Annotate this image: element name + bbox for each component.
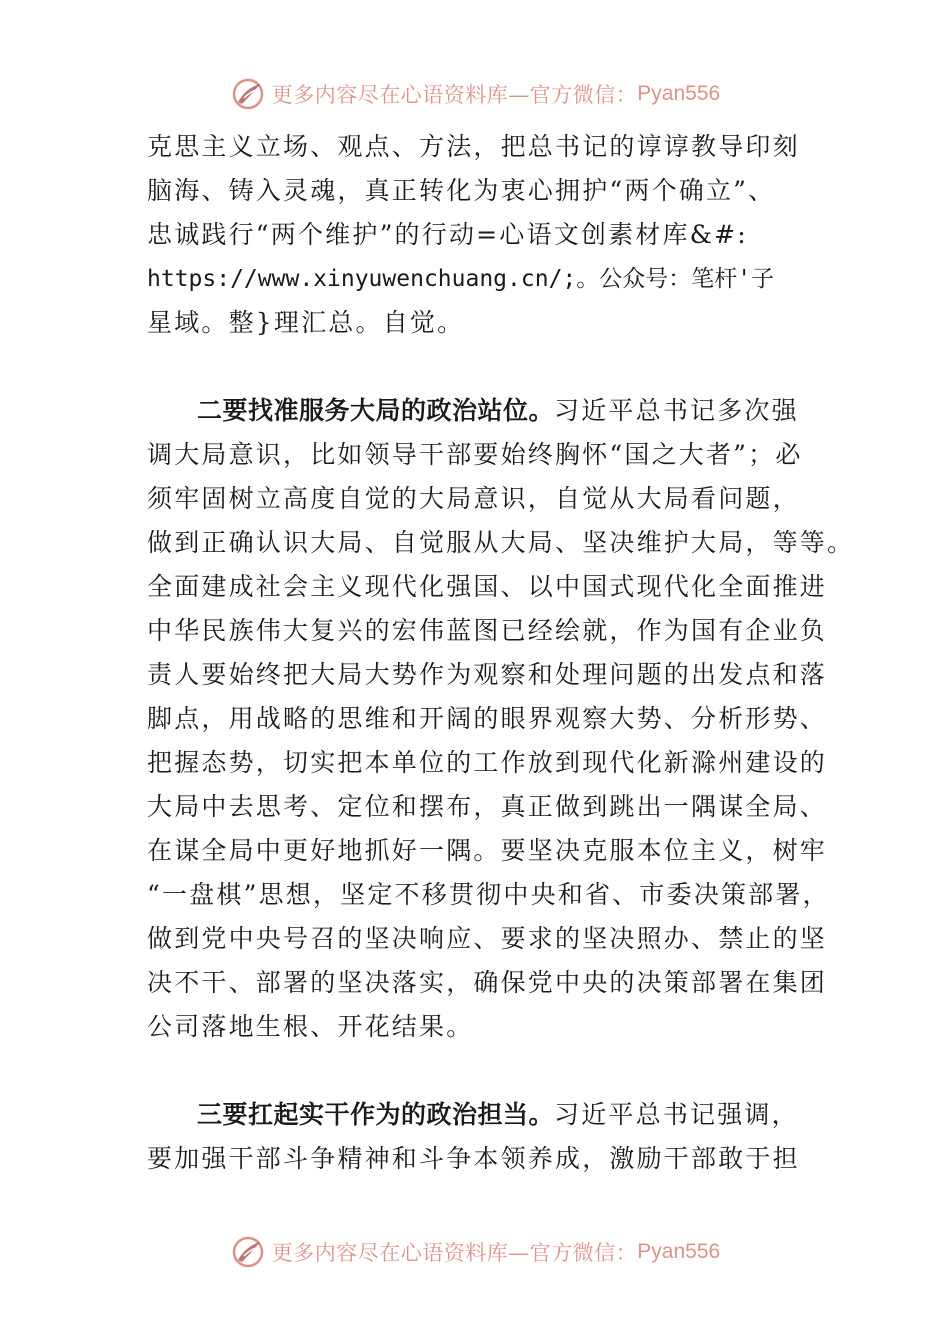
brush-logo-icon [230,76,266,112]
paragraph-2 [147,389,855,1049]
paragraph-1 [147,125,847,345]
text-line: 须牢固树立高度自觉的大局意识，自觉从大局看问题， [147,484,800,513]
text-line: 做到正确认识大局、自觉服从大局、坚决维护大局，等等。 [147,528,855,557]
text-line: 责人要始终把大局大势作为观察和处理问题的出发点和落 [147,660,828,689]
paragraph-2-first-line [147,389,847,433]
paragraph-spacer [147,345,847,389]
footer-watermark-banner [0,1230,950,1274]
text-line: 星域。整}理汇总。自觉。 [147,308,465,337]
header-banner-wechat: Pyan556 [637,82,721,105]
text-line: 中华民族伟大复兴的宏伟蓝图已经绘就，作为国有企业负 [147,616,828,645]
footer-banner-wechat: Pyan556 [637,1240,721,1263]
paragraph-3-first-text: 习近平总书记强调， [554,1100,799,1129]
text-line: 在谋全局中更好地抓好一隅。要坚决克服本位主义，树牢 [147,836,828,865]
text-line: 做到党中央号召的坚决响应、要求的坚决照办、禁止的坚 [147,924,828,953]
paragraph-spacer [147,1049,847,1093]
paragraph-3-first-line [147,1093,847,1137]
text-line: “一盘棋”思想，坚定不移贯彻中央和省、市委决策部署， [147,880,830,909]
text-line: 公司落地生根、开花结果。 [147,1012,474,1041]
text-line: 脑海、铸入灵魂，真正转化为衷心拥护“两个确立”、 [147,176,776,205]
paragraph-3-heading: 三要扛起实干作为的政治担当。 [197,1100,555,1129]
header-banner-text: 更多内容尽在心语资料库—官方微信： [271,83,638,107]
text-line: 调大局意识，比如领导干部要始终胸怀“国之大者”；必 [147,440,803,469]
text-line: 脚点，用战略的思维和开阔的眼界观察大势、分析形势、 [147,704,828,733]
text-line: 忠诚践行“两个维护”的行动=心语文创素材库&#: [147,220,748,249]
text-line: 把握态势，切实把本单位的工作放到现代化新滁州建设的 [147,748,828,777]
text-line: 要加强干部斗争精神和斗争本领养成，激励干部敢于担 [147,1144,800,1173]
footer-banner-text: 更多内容尽在心语资料库—官方微信： [271,1241,638,1265]
paragraph-2-heading: 二要找准服务大局的政治站位。 [197,396,555,425]
text-line: 决不干、部署的坚决落实，确保党中央的决策部署在集团 [147,968,828,997]
text-line: 全面建成社会主义现代化强国、以中国式现代化全面推进 [147,572,828,601]
brush-logo-icon [230,1234,266,1270]
paragraph-3 [147,1093,847,1181]
text-line-url: https://www.xinyuwenchuang.cn/;。公众号：笔杆'子 [147,266,775,292]
header-watermark-banner [0,72,950,116]
document-body [147,125,855,1181]
text-line: 克思主义立场、观点、方法，把总书记的谆谆教导印刻 [147,132,800,161]
text-line: 大局中去思考、定位和摆布，真正做到跳出一隅谋全局、 [147,792,828,821]
paragraph-2-first-text: 习近平总书记多次强 [554,396,799,425]
